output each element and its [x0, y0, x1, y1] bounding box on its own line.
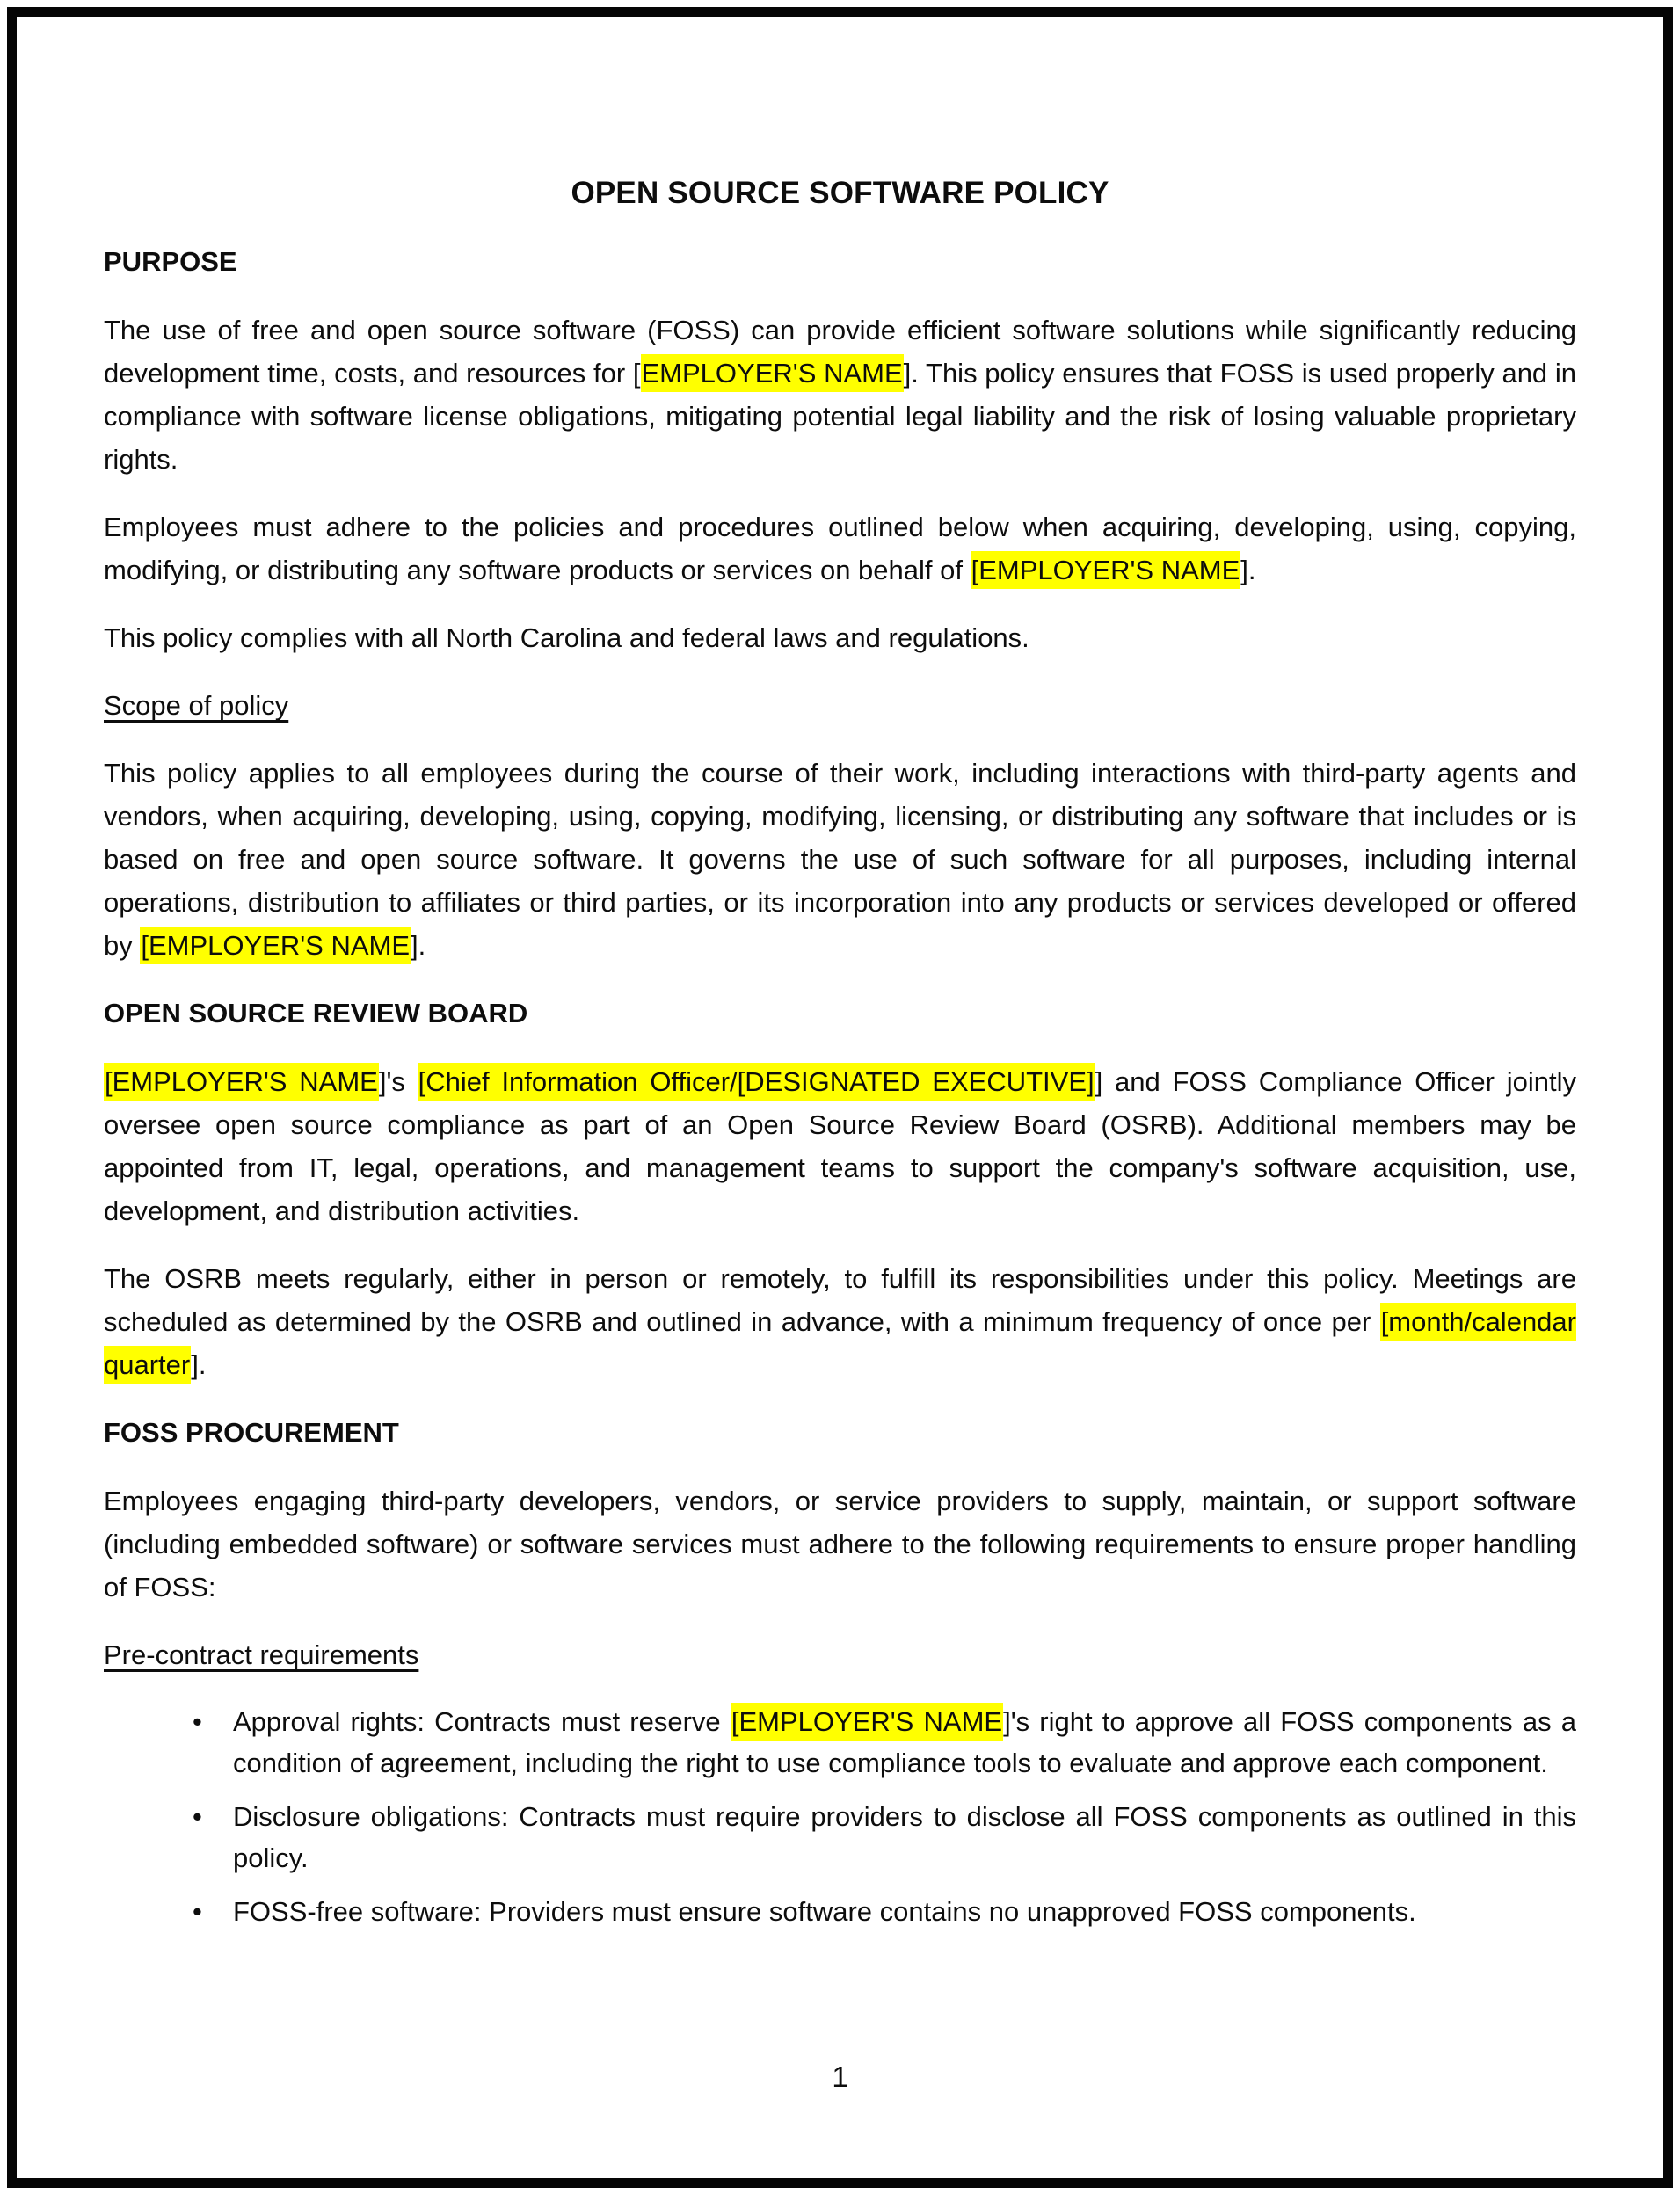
paragraph-osrb-members: [104, 1060, 1576, 1232]
subheading-scope-of-policy: [104, 684, 1576, 727]
list-item-approval-rights: [104, 1701, 1576, 1784]
bullet-text: FOSS-free software: Providers must ensure software contains no unapproved FOSS components.: [233, 1896, 1416, 1927]
bullet-text: [233, 1701, 1576, 1784]
text-run: The use of free and open source software (FOSS) can provide efficient software solutions while significantly reducing development time, costs, and resources for [: [104, 315, 1576, 389]
text-run: ].: [1240, 555, 1256, 585]
page-border-frame: [7, 7, 1673, 2188]
text-run: ]'s: [378, 1066, 418, 1097]
placeholder-highlight-employers-name: [EMPLOYER'S NAME: [140, 927, 411, 964]
text-run: ] and FOSS Compliance Officer jointly oversee open source compliance as part of an Open Source Review Board (OSRB). Additional members may be appointed from IT, legal, operations, and management teams to support the company's software acquisition, use, development, and distribution activities.: [104, 1066, 1576, 1226]
bullet-icon: •: [193, 1896, 202, 1927]
text-run: This policy applies to all employees during the course of their work, including interactions with third-party agents and vendors, when acquiring, developing, using, copying, modifying, licensing, or distributing any software that includes or is based on free and open source software. It governs the use of such software for all purposes, including internal operations, distribution to affiliates or third parties, or its incorporation into any products or services developed or offered by: [104, 758, 1576, 961]
bullet-icon: •: [193, 1706, 202, 1737]
heading-foss-procurement: FOSS PROCUREMENT: [104, 1417, 399, 1448]
paragraph-purpose-2: [104, 505, 1576, 592]
text-run: Approval rights: Contracts must reserve: [233, 1706, 731, 1737]
bullet-icon: •: [193, 1801, 202, 1832]
paragraph-osrb-meetings: [104, 1257, 1576, 1386]
text-run: Employees must adhere to the policies and procedures outlined below when acquiring, developing, using, copying, modifying, or distributing any software products or services on behalf of: [104, 512, 1576, 585]
list-item-disclosure-obligations: [104, 1796, 1576, 1879]
subheading-text: Scope of policy: [104, 690, 289, 721]
text-run: ].: [411, 930, 426, 961]
subheading-pre-contract-requirements: [104, 1633, 1576, 1676]
text-run: ].: [191, 1349, 207, 1380]
list-item-foss-free-software: [104, 1891, 1576, 1932]
heading-purpose: PURPOSE: [104, 246, 237, 277]
placeholder-highlight-meeting-frequency: [month/calendar quarter: [104, 1303, 1576, 1384]
text-run: ]. This policy ensures that FOSS is used properly and in compliance with software license obligations, mitigating potential legal liability and the risk of losing valuable proprietary rights.: [104, 358, 1577, 475]
placeholder-highlight-designated-executive: [Chief Information Officer/[DESIGNATED EXECUTIVE]: [418, 1063, 1095, 1101]
document-content: [104, 17, 1576, 1932]
bullet-text: Disclosure obligations: Contracts must require providers to disclose all FOSS components as outlined in this policy.: [233, 1801, 1576, 1873]
page-number: 1: [832, 2061, 848, 2093]
placeholder-highlight-employers-name: EMPLOYER'S NAME: [641, 354, 904, 392]
paragraph-procurement: Employees engaging third-party developers, vendors, or service providers to supply, maintain, or support software (including embedded software) or software services must adhere to the following requirements to ensure proper handling of FOSS:: [104, 1486, 1576, 1603]
subheading-text: Pre-contract requirements: [104, 1639, 419, 1670]
placeholder-highlight-employers-name: [EMPLOYER'S NAME: [104, 1063, 379, 1101]
pre-contract-bullet-list: [104, 1701, 1576, 1932]
placeholder-highlight-employers-name: [EMPLOYER'S NAME: [971, 551, 1241, 589]
heading-open-source-review-board: OPEN SOURCE REVIEW BOARD: [104, 998, 528, 1028]
paragraph-compliance: This policy complies with all North Carolina and federal laws and regulations.: [104, 622, 1029, 653]
paragraph-purpose-1: [104, 309, 1576, 481]
text-run: ]'s right to approve all FOSS components as a condition of agreement, including the right to use compliance tools to evaluate and approve each component.: [233, 1706, 1577, 1778]
text-run: The OSRB meets regularly, either in person or remotely, to fulfill its responsibilities under this policy. Meetings are scheduled as determined by the OSRB and outlined in advance, with a minimum frequency of once per: [104, 1263, 1576, 1337]
paragraph-scope: [104, 752, 1576, 967]
document-title: OPEN SOURCE SOFTWARE POLICY: [571, 176, 1109, 210]
placeholder-highlight-employers-name: [EMPLOYER'S NAME: [731, 1703, 1003, 1741]
